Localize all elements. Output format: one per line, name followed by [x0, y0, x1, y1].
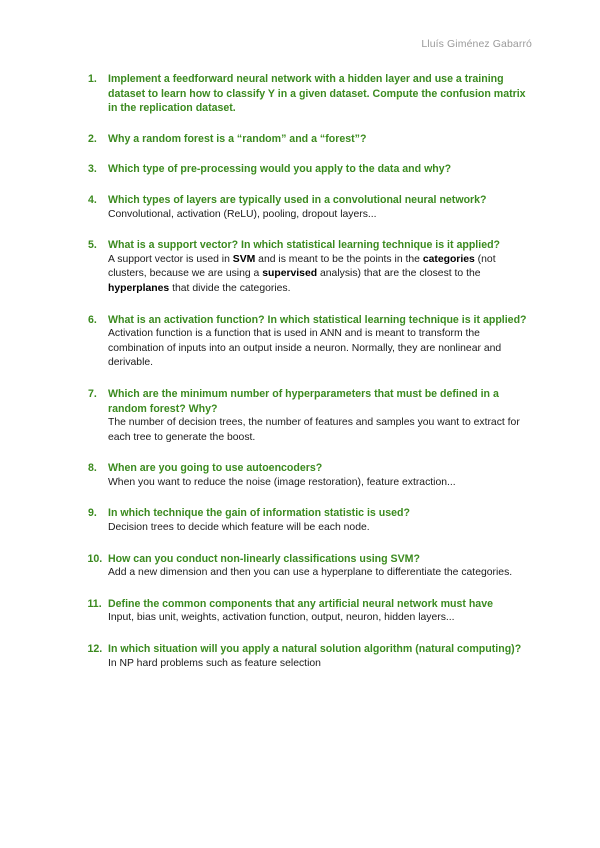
question-text: Which type of pre-processing would you apply to the data and why? — [108, 163, 452, 176]
answer-fragment: that divide the categories. — [169, 282, 291, 294]
answer-keyword: hyperplanes — [108, 282, 170, 294]
question-text: Which are the minimum number of hyperparameters that must be defined in a random forest? Why? — [108, 387, 499, 415]
question-number: 1. — [88, 73, 97, 85]
answer-text: The number of decision trees, the number of features and samples you want to extract for each tree to generate the boost. — [108, 417, 520, 443]
question-item-7 — [88, 387, 528, 445]
question-number: 10. — [87, 552, 103, 565]
answer-text: Input, bias unit, weights, activation function, output, neuron, hidden layers... — [108, 612, 455, 624]
answer-text: Convolutional, activation (ReLU), pooling, dropout layers... — [108, 208, 377, 220]
question-text: Implement a feedforward neural network with a hidden layer and use a training dataset to learn how to classify Y in a given dataset. Compute the confusion matrix in the replication dataset. — [108, 73, 526, 115]
question-text: What is an activation function? In which statistical learning technique is it applied? — [108, 313, 527, 326]
question-text: What is a support vector? In which statistical learning technique is it applied? — [108, 239, 501, 252]
question-item-9 — [88, 506, 528, 535]
answer-text: Add a new dimension and then you can use a hyperplane to differentiate the categories. — [108, 567, 513, 579]
question-text: Which types of layers are typically used in a convolutional neural network? — [108, 193, 487, 206]
answer-fragment: (not clusters, because we are using a — [108, 253, 496, 280]
question-number: 7. — [88, 387, 97, 400]
answer-text: Decision trees to decide which feature will be each node. — [108, 522, 370, 534]
question-number: 4. — [88, 193, 97, 206]
question-number: 6. — [88, 313, 97, 326]
question-list — [88, 72, 528, 687]
question-text: In which situation will you apply a natural solution algorithm (natural computing)? — [108, 643, 522, 656]
question-item-11 — [88, 597, 528, 626]
question-item-3 — [88, 162, 528, 177]
author-name: Lluís Giménez Gabarró — [421, 38, 532, 50]
question-number: 8. — [88, 462, 97, 475]
answer-text: Activation function is a function that is used in ANN and is meant to transform the combination of inputs into an output inside a neuron. Normally, they are nonlinear and derivable. — [108, 328, 502, 369]
answer-fragment: A support vector is used in — [108, 253, 233, 265]
answer-text — [108, 253, 528, 297]
question-item-8 — [88, 461, 528, 490]
answer-fragment: analysis) that are the closest to the — [317, 268, 481, 280]
question-number: 3. — [88, 163, 97, 176]
question-number: 11. — [87, 597, 102, 610]
question-text: Why a random forest is a “random” and a “forest”? — [108, 132, 367, 145]
question-item-5 — [88, 238, 528, 296]
question-item-4 — [88, 193, 528, 222]
question-text: In which technique the gain of information statistic is used? — [108, 507, 410, 520]
question-item-12 — [88, 642, 528, 671]
question-number: 9. — [88, 507, 97, 520]
question-text: Define the common components that any artificial neural network must have — [108, 597, 493, 610]
question-item-10 — [88, 552, 528, 581]
question-item-2 — [88, 132, 528, 147]
question-text: How can you conduct non-linearly classifications using SVM? — [108, 552, 420, 565]
question-item-1 — [88, 72, 528, 116]
question-item-6 — [88, 313, 528, 371]
question-number: 5. — [88, 239, 97, 252]
answer-keyword: supervised — [262, 268, 318, 280]
question-number: 12. — [87, 643, 103, 656]
answer-keyword: SVM — [232, 253, 256, 265]
answer-fragment: and is meant to be the points in the — [255, 253, 423, 265]
answer-keyword: categories — [422, 253, 475, 265]
question-text: When are you going to use autoencoders? — [108, 462, 323, 475]
answer-text: In NP hard problems such as feature selection — [108, 657, 321, 669]
question-number: 2. — [88, 132, 97, 145]
answer-text: When you want to reduce the noise (image restoration), feature extraction... — [108, 476, 456, 488]
